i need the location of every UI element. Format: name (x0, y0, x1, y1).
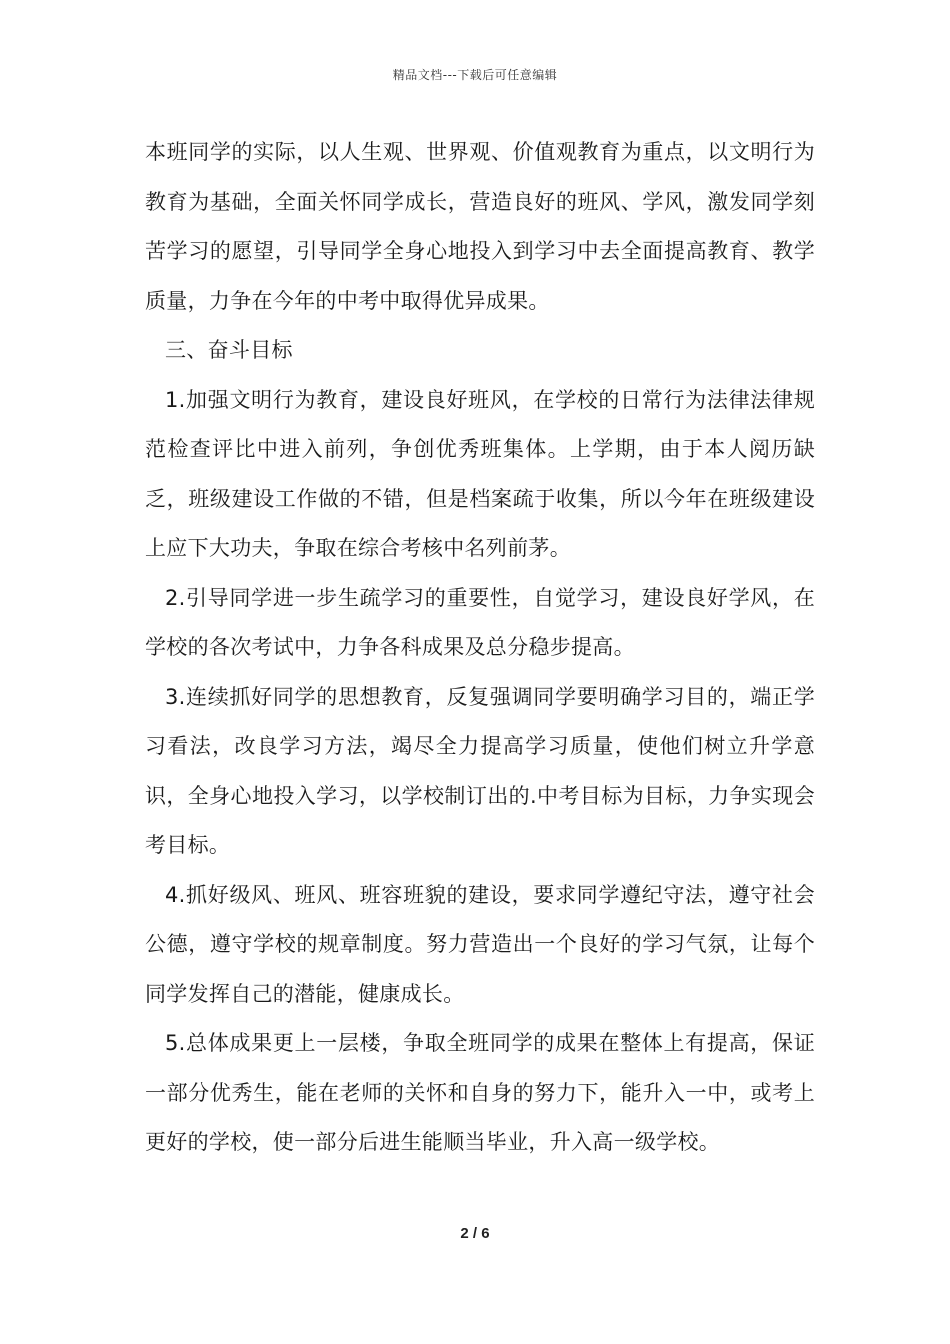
document-body (145, 128, 815, 1168)
goal-item-3: 3.连续抓好同学的思想教育，反复强调同学要明确学习目的，端正学习看法，改良学习方法，竭尽全力提高学习质量，使他们树立升学意识，全身心地投入学习，以学校制订出的.中考目标为目标，力争实现会考目标。 (145, 684, 815, 857)
page-header: 精品文档---下载后可任意编辑 (392, 68, 558, 82)
body-paragraph: 本班同学的实际，以人生观、世界观、价值观教育为重点，以文明行为教育为基础，全面关怀同学成长，营造良好的班风、学风，激发同学刻苦学习的愿望，引导同学全身心地投入到学习中去全面提高教育、教学质量，力争在今年的中考中取得优异成果。 (145, 140, 815, 313)
goal-item-5: 5.总体成果更上一层楼，争取全班同学的成果在整体上有提高，保证一部分优秀生，能在老师的关怀和自身的努力下，能升入一中，或考上更好的学校，使一部分后进生能顺当毕业，升入高一级学校。 (145, 1031, 815, 1154)
goal-item-4: 4.抓好级风、班风、班容班貌的建设，要求同学遵纪守法，遵守社会公德，遵守学校的规章制度。努力营造出一个良好的学习气氛，让每个同学发挥自己的潜能，健康成长。 (145, 882, 815, 1006)
page-number: 2 / 6 (460, 1225, 490, 1242)
section-heading: 三、奋斗目标 (165, 338, 293, 362)
goal-item-1: 1.加强文明行为教育，建设良好班风，在学校的日常行为法律法律规范检查评比中进入前列，争创优秀班集体。上学期，由于本人阅历缺乏，班级建设工作做的不错，但是档案疏于收集，所以今年在班级建设上应下大功夫，争取在综合考核中名列前茅。 (145, 387, 815, 560)
goal-item-2: 2.引导同学进一步生疏学习的重要性，自觉学习，建设良好学风，在学校的各次考试中，力争各科成果及总分稳步提高。 (145, 585, 815, 659)
